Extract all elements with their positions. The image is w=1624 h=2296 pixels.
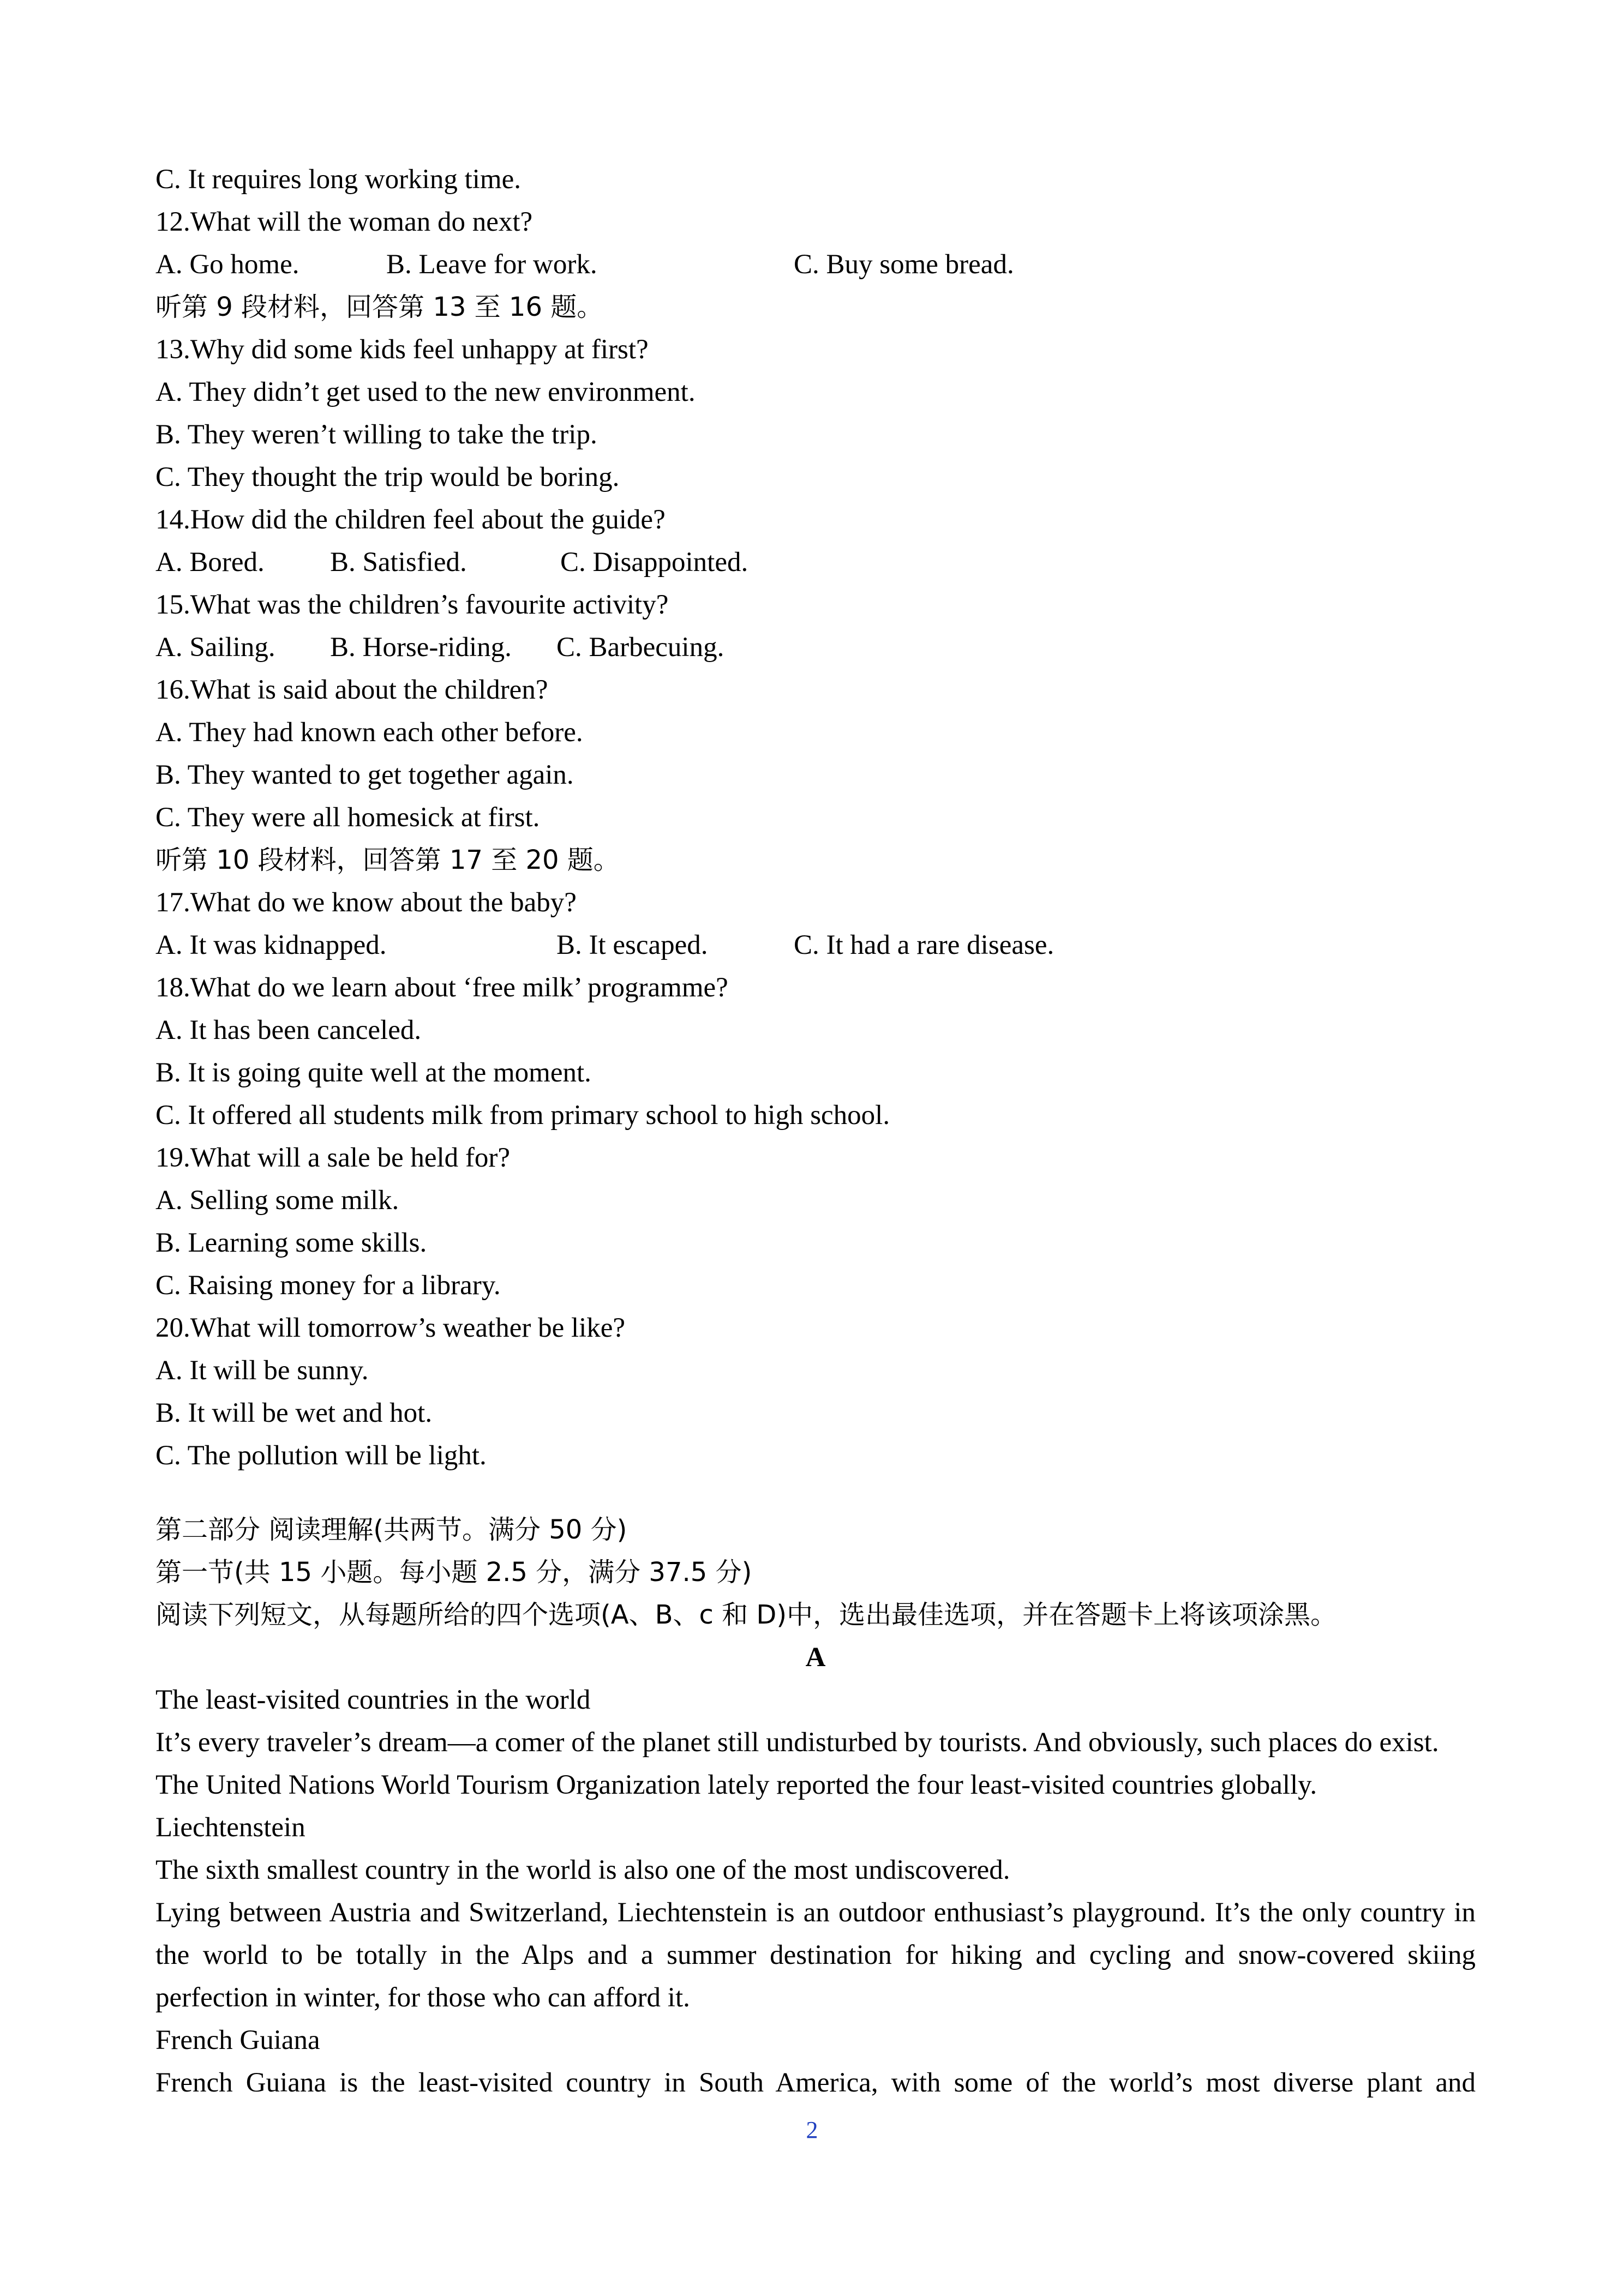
q19-option-b: B. Learning some skills. [155,1228,427,1258]
q16-option-a: A. They had known each other before. [155,717,583,748]
q19-question: 19.What will a sale be held for? [155,1143,511,1173]
q14-question: 14.How did the children feel about the guide? [155,504,666,535]
q20-option-b: B. It will be wet and hot. [155,1398,433,1428]
q14-option-a: A. Bored. [155,547,265,578]
q14-option-b: B. Satisfied. [330,547,467,578]
q16-option-c: C. They were all homesick at first. [155,802,540,833]
q19-option-a: A. Selling some milk. [155,1185,399,1216]
section-gap [155,1477,1476,1508]
french-guiana-paragraph: French Guiana is the least-visited country in South America, with some of the world’s most diverse plant and [155,2067,1476,2098]
q15-option-b: B. Horse-riding. [330,632,512,663]
page-number: 2 [806,2117,818,2143]
q12-option-b: B. Leave for work. [386,249,597,280]
q17-question: 17.What do we know about the baby? [155,887,577,918]
liechtenstein-summary: The sixth smallest country in the world is also one of the most undiscovered. [155,1855,1010,1885]
reading-part-title: 第二部分 阅读理解(共两节。满分 50 分) [155,1514,627,1545]
q12-option-a: A. Go home. [155,249,299,280]
q20-option-a: A. It will be sunny. [155,1355,369,1386]
q17-option-c: C. It had a rare disease. [794,930,1054,960]
q16-option-b: B. They wanted to get together again. [155,760,574,790]
q13-option-c: C. They thought the trip would be boring. [155,462,620,492]
q14-option-c: C. Disappointed. [560,547,748,578]
q17-option-b: B. It escaped. [556,930,708,960]
country-heading-liechtenstein: Liechtenstein [155,1812,305,1843]
q13-option-a: A. They didn’t get used to the new environment. [155,377,696,407]
reading-section-title: 第一节(共 15 小题。每小题 2.5 分，满分 37.5 分) [155,1557,752,1588]
section-10-instruction: 听第 10 段材料，回答第 17 至 20 题。 [155,845,620,875]
q12-question: 12.What will the woman do next? [155,207,533,237]
q20-option-c: C. The pollution will be light. [155,1440,487,1471]
q13-question: 13.Why did some kids feel unhappy at first? [155,334,649,365]
reading-instructions: 阅读下列短文，从每题所给的四个选项(A、B、c 和 D)中，选出最佳选项，并在答题卡上将该项涂黑。 [155,1600,1337,1630]
country-heading-french-guiana: French Guiana [155,2025,320,2055]
q15-option-c: C. Barbecuing. [556,632,724,663]
q14-options [155,541,1476,584]
passage-label: A [805,1642,826,1673]
q20-question: 20.What will tomorrow’s weather be like? [155,1313,626,1343]
passage-title: The least-visited countries in the world [155,1685,591,1715]
passage-intro-line-2: The United Nations World Tourism Organization lately reported the four least-visited countries globally. [155,1770,1317,1800]
q18-option-b: B. It is going quite well at the moment. [155,1057,591,1088]
q15-question: 15.What was the children’s favourite activity? [155,590,669,620]
section-9-instruction: 听第 9 段材料，回答第 13 至 16 题。 [155,292,603,322]
q15-options [155,626,1476,669]
q15-option-a: A. Sailing. [155,632,275,663]
q19-option-c: C. Raising money for a library. [155,1270,501,1301]
q12-option-c: C. Buy some bread. [794,249,1014,280]
q12-options [155,243,1476,286]
liechtenstein-paragraph: Lying between Austria and Switzerland, Liechtenstein is an outdoor enthusiast’s playground. It’s the only country in the world to be totally in the Alps and a summer destination for hiking and cycling and snow-covered skiing perfection in winter, for those who can afford it. [155,1897,1476,2013]
q13-option-b: B. They weren’t willing to take the trip. [155,419,597,450]
q17-options [155,924,1476,966]
passage-intro-line-1: It’s every traveler’s dream—a comer of the planet still undisturbed by tourists. And obviously, such places do exist. [155,1727,1439,1758]
q16-question: 16.What is said about the children? [155,675,548,705]
q11-option-c: C. It requires long working time. [155,164,521,195]
q18-option-c: C. It offered all students milk from primary school to high school. [155,1100,890,1131]
q17-option-a: A. It was kidnapped. [155,930,387,960]
document-page [155,158,1476,2104]
q18-question: 18.What do we learn about ‘free milk’ programme? [155,972,728,1003]
q18-option-a: A. It has been canceled. [155,1015,422,1045]
